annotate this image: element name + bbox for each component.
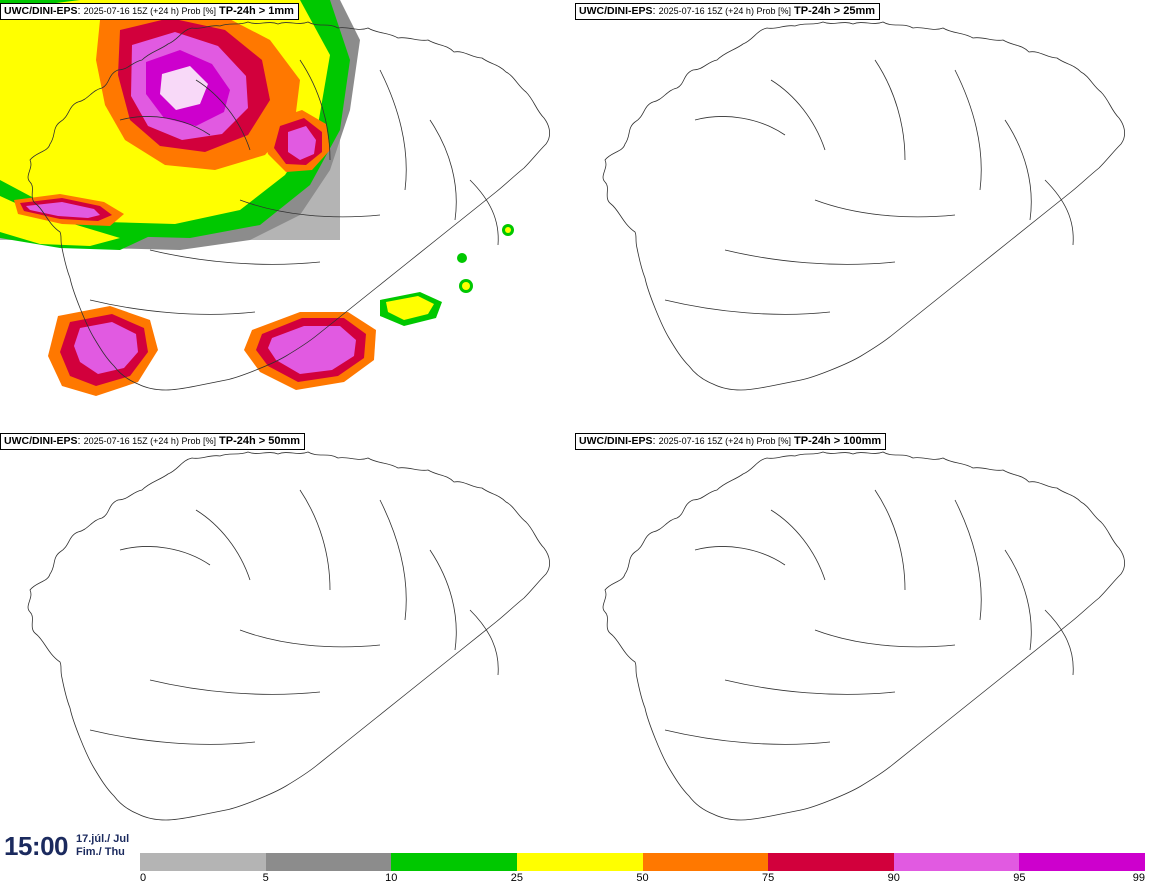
legend-segment-3 bbox=[517, 853, 643, 871]
legend-label-50: 50 bbox=[636, 872, 649, 884]
legend-label-25: 25 bbox=[510, 872, 523, 884]
panel-variable-label: TP-24h > 50mm bbox=[219, 435, 301, 447]
panel-run-label: 2025-07-16 15Z (+24 h) Prob [%] bbox=[83, 6, 216, 16]
legend-segment-4 bbox=[643, 853, 769, 871]
valid-time-box bbox=[0, 822, 134, 870]
panel-variable-label: TP-24h > 1mm bbox=[219, 5, 294, 17]
panel-model-label: UWC/DINI-EPS bbox=[579, 5, 653, 17]
panel-variable-label: TP-24h > 100mm bbox=[794, 435, 882, 447]
panel-title-50mm: UWC/DINI-EPS: 2025-07-16 15Z (+24 h) Prob [%] TP-24h > 50mm bbox=[0, 433, 305, 450]
valid-date-line1: 17.júl./ Jul bbox=[76, 833, 130, 845]
map-canvas-100mm bbox=[575, 430, 1150, 860]
legend-segment-0 bbox=[140, 853, 266, 871]
panel-run-label: 2025-07-16 15Z (+24 h) Prob [%] bbox=[658, 6, 791, 16]
map-canvas-50mm bbox=[0, 430, 575, 860]
map-panel-25mm[interactable] bbox=[575, 0, 1150, 430]
panel-model-label: UWC/DINI-EPS bbox=[4, 5, 78, 17]
panel-variable-label: TP-24h > 25mm bbox=[794, 5, 876, 17]
panel-title-25mm: UWC/DINI-EPS: 2025-07-16 15Z (+24 h) Prob [%] TP-24h > 25mm bbox=[575, 3, 880, 20]
panel-model-label: UWC/DINI-EPS bbox=[4, 435, 78, 447]
valid-date-line2: Fim./ Thu bbox=[76, 846, 125, 858]
legend-label-90: 90 bbox=[887, 872, 900, 884]
map-canvas-1mm bbox=[0, 0, 575, 430]
probability-legend bbox=[140, 853, 1145, 884]
coastline-outline bbox=[603, 22, 1125, 390]
map-canvas-25mm bbox=[575, 0, 1150, 430]
panel-run-label: 2025-07-16 15Z (+24 h) Prob [%] bbox=[83, 436, 216, 446]
map-panel-50mm[interactable] bbox=[0, 430, 575, 860]
panel-title-1mm: UWC/DINI-EPS: 2025-07-16 15Z (+24 h) Prob [%] TP-24h > 1mm bbox=[0, 3, 299, 20]
legend-tick-labels bbox=[140, 872, 1145, 886]
panel-model-label: UWC/DINI-EPS bbox=[579, 435, 653, 447]
coastline-outline bbox=[28, 452, 550, 820]
panel-title-100mm: UWC/DINI-EPS: 2025-07-16 15Z (+24 h) Prob [%] TP-24h > 100mm bbox=[575, 433, 886, 450]
legend-label-0: 0 bbox=[140, 872, 147, 884]
valid-date bbox=[76, 833, 129, 859]
legend-segment-7 bbox=[1019, 853, 1145, 871]
panel-run-label: 2025-07-16 15Z (+24 h) Prob [%] bbox=[658, 436, 791, 446]
legend-segment-2 bbox=[391, 853, 517, 871]
valid-time: 15:00 bbox=[4, 830, 68, 861]
coastline-outline bbox=[603, 452, 1125, 820]
probability-shading bbox=[0, 0, 514, 396]
legend-label-75: 75 bbox=[762, 872, 775, 884]
legend-segment-6 bbox=[894, 853, 1020, 871]
legend-segment-1 bbox=[266, 853, 392, 871]
footer bbox=[0, 822, 1150, 891]
legend-label-5: 5 bbox=[262, 872, 269, 884]
map-panel-1mm[interactable] bbox=[0, 0, 575, 430]
map-panel-100mm[interactable] bbox=[575, 430, 1150, 860]
legend-colorbar bbox=[140, 853, 1145, 871]
legend-label-95: 95 bbox=[1013, 872, 1026, 884]
legend-segment-5 bbox=[768, 853, 894, 871]
legend-label-99: 99 bbox=[1132, 872, 1145, 884]
legend-label-10: 10 bbox=[385, 872, 398, 884]
